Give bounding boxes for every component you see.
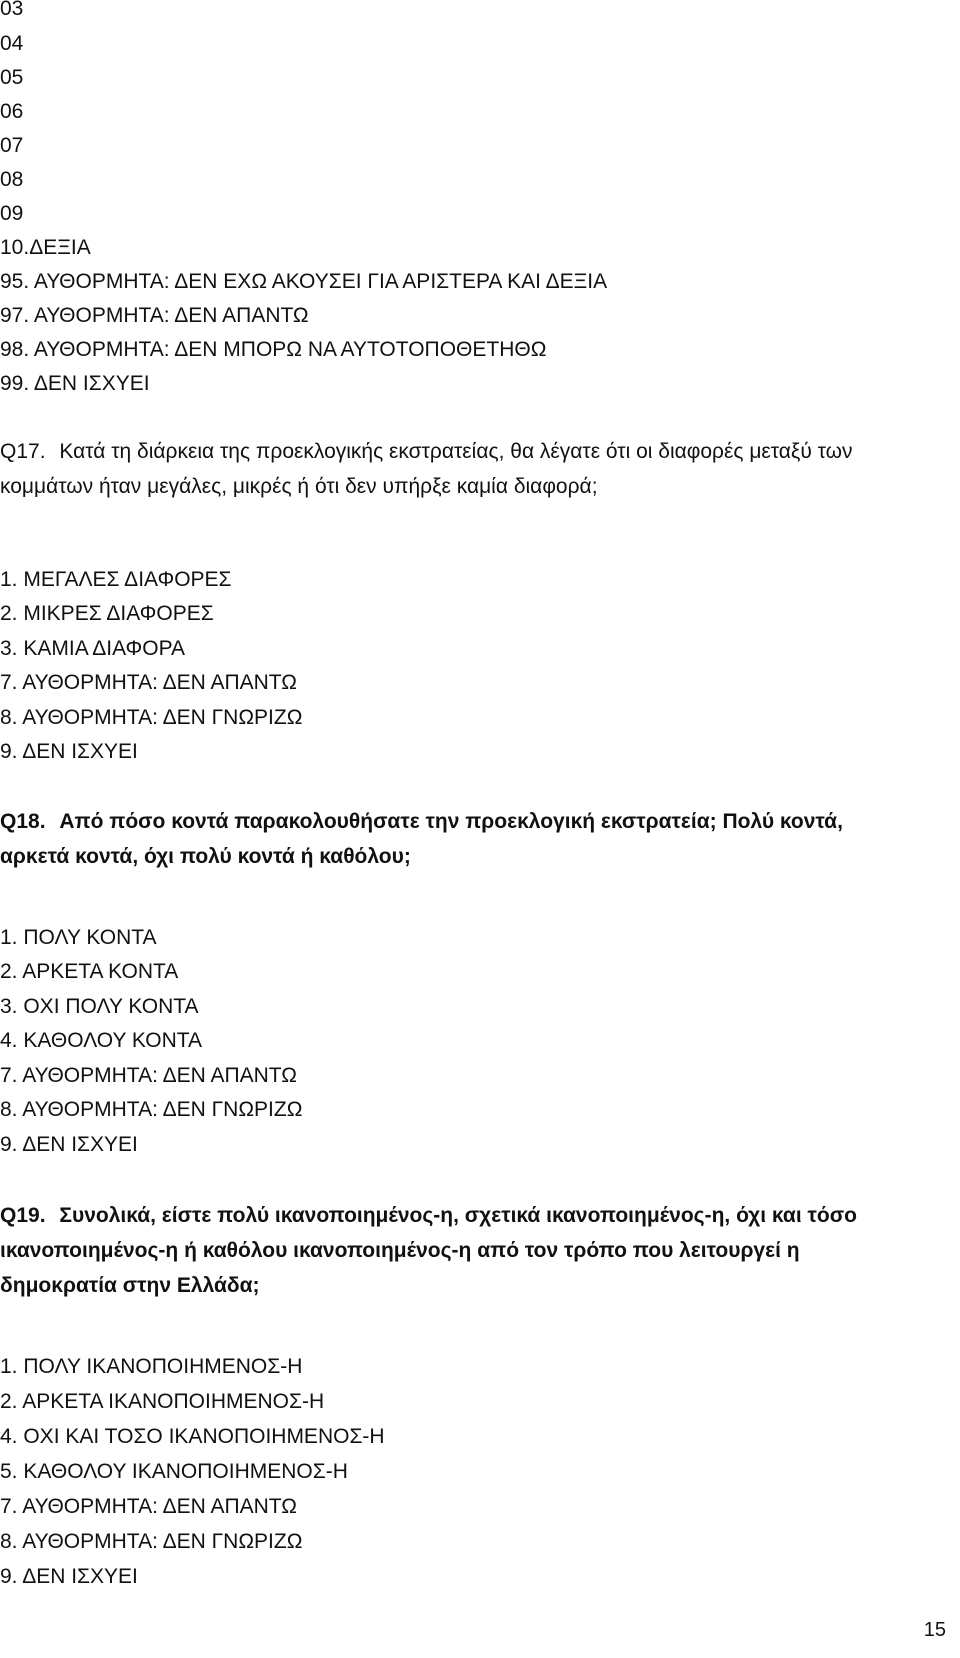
answer-option: 9. ΔΕΝ ΙΣΧΥΕΙ [0, 1565, 138, 1588]
question-id: Q19. [0, 1204, 46, 1227]
question-text: Κατά τη διάρκεια της προεκλογικής εκστρατείας, θα λέγατε ότι οι διαφορές μεταξύ των κομμάτων ήταν μεγάλες, μικρές ή ότι δεν υπήρξε καμία διαφορά; [0, 440, 853, 498]
question-text: Συνολικά, είστε πολύ ικανοποιημένος-η, σχετικά ικανοποιημένος-η, όχι και τόσο ικανοποιημένος-η ή καθόλου ικανοποιημένος-η από τον τρόπο που λειτουργεί η δημοκρατία στην Ελλάδα; [0, 1204, 857, 1297]
question-q18 [0, 804, 905, 874]
answer-option: 2. ΑΡΚΕΤΑ ΚΟΝΤΑ [0, 960, 179, 983]
list-item: 97. ΑΥΘΟΡΜΗΤΑ: ΔΕΝ ΑΠΑΝΤΩ [0, 304, 309, 327]
list-item: 98. ΑΥΘΟΡΜΗΤΑ: ΔΕΝ ΜΠΟΡΩ ΝΑ ΑΥΤΟΤΟΠΟΘΕΤΗΘΩ [0, 338, 547, 361]
list-item: 99. ΔΕΝ ΙΣΧΥΕΙ [0, 372, 150, 395]
question-q17 [0, 434, 905, 504]
answer-option: 4. ΚΑΘΟΛΟΥ ΚΟΝΤΑ [0, 1029, 203, 1052]
question-q19 [0, 1198, 905, 1303]
answer-option: 3. ΚΑΜΙΑ ΔΙΑΦΟΡΑ [0, 637, 186, 660]
answer-option: 3. ΟΧΙ ΠΟΛΥ ΚΟΝΤΑ [0, 995, 199, 1018]
answer-option: 7. ΑΥΘΟΡΜΗΤΑ: ΔΕΝ ΑΠΑΝΤΩ [0, 671, 297, 694]
page-number: 15 [923, 1619, 946, 1641]
list-item: 05 [0, 66, 24, 89]
answer-option: 4. ΟΧΙ ΚΑΙ ΤΟΣΟ ΙΚΑΝΟΠΟΙΗΜΕΝΟΣ-Η [0, 1425, 385, 1448]
list-item: 06 [0, 100, 24, 123]
answer-option: 8. ΑΥΘΟΡΜΗΤΑ: ΔΕΝ ΓΝΩΡΙΖΩ [0, 1098, 303, 1121]
list-item: 07 [0, 134, 24, 157]
list-item: 95. ΑΥΘΟΡΜΗΤΑ: ΔΕΝ ΕΧΩ ΑΚΟΥΣΕΙ ΓΙΑ ΑΡΙΣΤΕΡΑ ΚΑΙ ΔΕΞΙΑ [0, 270, 608, 293]
answer-option: 2. ΑΡΚΕΤΑ ΙΚΑΝΟΠΟΙΗΜΕΝΟΣ-Η [0, 1390, 325, 1413]
question-id: Q17. [0, 440, 46, 463]
answer-option: 2. ΜΙΚΡΕΣ ΔΙΑΦΟΡΕΣ [0, 602, 214, 625]
answer-option: 8. ΑΥΘΟΡΜΗΤΑ: ΔΕΝ ΓΝΩΡΙΖΩ [0, 1530, 303, 1553]
question-id: Q18. [0, 810, 46, 833]
answer-option: 7. ΑΥΘΟΡΜΗΤΑ: ΔΕΝ ΑΠΑΝΤΩ [0, 1495, 297, 1518]
answer-option: 7. ΑΥΘΟΡΜΗΤΑ: ΔΕΝ ΑΠΑΝΤΩ [0, 1064, 297, 1087]
question-text: Από πόσο κοντά παρακολουθήσατε την προεκλογική εκστρατεία; Πολύ κοντά, αρκετά κοντά, όχι πολύ κοντά ή καθόλου; [0, 810, 843, 868]
answer-option: 8. ΑΥΘΟΡΜΗΤΑ: ΔΕΝ ΓΝΩΡΙΖΩ [0, 706, 303, 729]
list-item: 03 [0, 0, 24, 20]
answer-option: 1. ΠΟΛΥ ΙΚΑΝΟΠΟΙΗΜΕΝΟΣ-Η [0, 1355, 303, 1378]
answer-option: 1. ΠΟΛΥ ΚΟΝΤΑ [0, 926, 157, 949]
answer-option: 1. ΜΕΓΑΛΕΣ ΔΙΑΦΟΡΕΣ [0, 568, 232, 591]
answer-option: 9. ΔΕΝ ΙΣΧΥΕΙ [0, 740, 138, 763]
list-item: 10.ΔΕΞΙΑ [0, 236, 91, 259]
list-item: 09 [0, 202, 24, 225]
list-item: 08 [0, 168, 24, 191]
list-item: 04 [0, 32, 24, 55]
answer-option: 9. ΔΕΝ ΙΣΧΥΕΙ [0, 1133, 138, 1156]
answer-option: 5. ΚΑΘΟΛΟΥ ΙΚΑΝΟΠΟΙΗΜΕΝΟΣ-Η [0, 1460, 348, 1483]
